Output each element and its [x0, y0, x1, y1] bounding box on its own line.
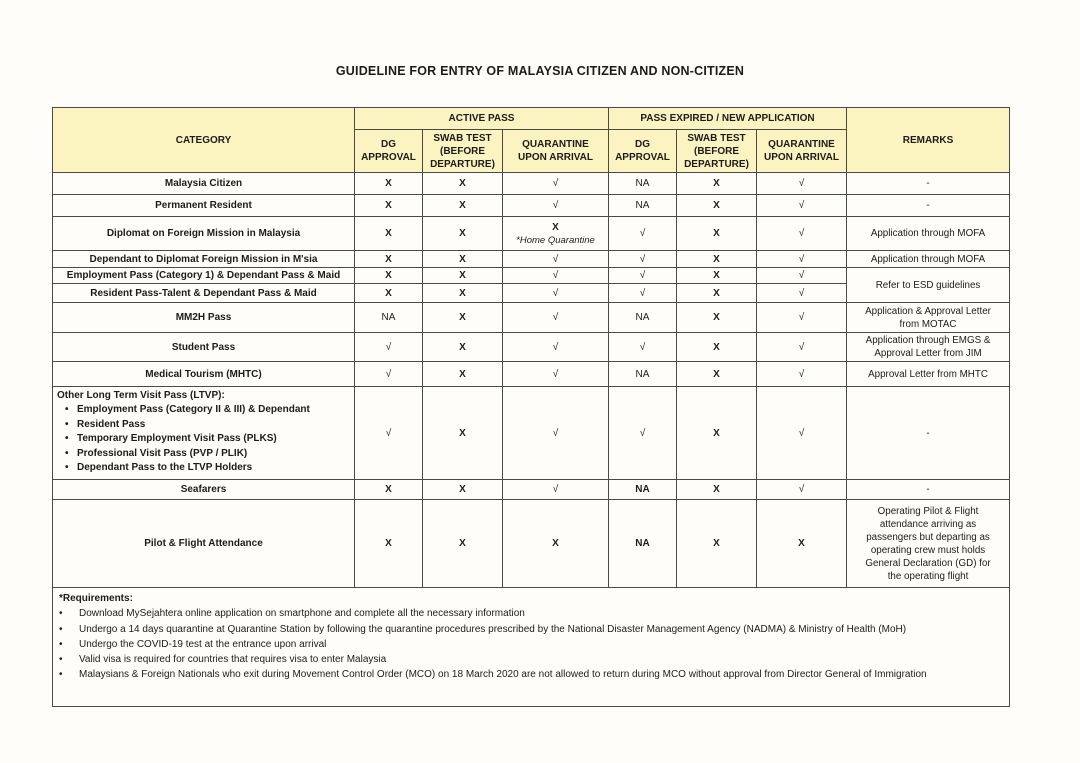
- table-row: [53, 217, 1010, 251]
- remarks-cell: -: [847, 195, 1010, 217]
- requirement-item: • Undergo a 14 days quarantine at Quarantine Station by following the quarantine procedures prescribed by the National Disaster Management Agency (NADMA) & Ministry of Health (MoH): [59, 623, 907, 635]
- expired-quarantine-cell: √: [757, 387, 847, 480]
- requirements-section: [53, 588, 1010, 707]
- active-dg-cell: X: [355, 284, 423, 303]
- expired-swab-cell: X: [677, 333, 757, 362]
- active-swab-cell: X: [423, 333, 503, 362]
- expired-swab-cell: X: [677, 217, 757, 251]
- requirements-title: *Requirements:: [59, 593, 133, 604]
- expired-dg-cell: √: [609, 217, 677, 251]
- category-cell: [53, 387, 355, 480]
- active-dg-cell: X: [355, 251, 423, 268]
- expired-quarantine-cell: √: [757, 284, 847, 303]
- ltvp-heading: Other Long Term Visit Pass (LTVP):: [57, 390, 225, 401]
- table-row: [53, 387, 1010, 480]
- active-quarantine-cell: √: [503, 284, 609, 303]
- expired-dg-cell: NA: [609, 500, 677, 588]
- active-swab-cell: X: [423, 217, 503, 251]
- expired-swab-cell: X: [677, 173, 757, 195]
- expired-swab-cell: X: [677, 251, 757, 268]
- expired-dg-cell: √: [609, 387, 677, 480]
- expired-dg-cell: NA: [609, 173, 677, 195]
- category-cell: Malaysia Citizen: [53, 173, 355, 195]
- category-cell: Permanent Resident: [53, 195, 355, 217]
- active-quarantine-cell: √: [503, 303, 609, 333]
- expired-quarantine-cell: √: [757, 217, 847, 251]
- category-cell: Diplomat on Foreign Mission in Malaysia: [53, 217, 355, 251]
- table-row: [53, 251, 1010, 268]
- active-swab-cell: X: [423, 195, 503, 217]
- active-dg-cell: X: [355, 195, 423, 217]
- expired-quarantine-cell: √: [757, 173, 847, 195]
- header-swab-test: SWAB TEST (BEFORE DEPARTURE): [677, 130, 757, 173]
- remarks-cell: -: [847, 480, 1010, 500]
- entry-guideline-table: [52, 107, 1010, 707]
- header-active-pass: ACTIVE PASS: [355, 108, 609, 130]
- table-row: [53, 333, 1010, 362]
- active-dg-cell: X: [355, 480, 423, 500]
- active-dg-cell: √: [355, 333, 423, 362]
- expired-quarantine-cell: √: [757, 268, 847, 284]
- expired-swab-cell: X: [677, 362, 757, 387]
- table-row: [53, 500, 1010, 588]
- active-swab-cell: X: [423, 387, 503, 480]
- expired-swab-cell: X: [677, 268, 757, 284]
- ltvp-item: • Resident Pass: [57, 418, 350, 432]
- active-quarantine-cell: √: [503, 268, 609, 284]
- category-cell: Dependant to Diplomat Foreign Mission in M'sia: [53, 251, 355, 268]
- category-cell: Employment Pass (Category 1) & Dependant Pass & Maid: [53, 268, 355, 284]
- expired-dg-cell: √: [609, 333, 677, 362]
- expired-quarantine-cell: √: [757, 362, 847, 387]
- requirement-item: • Undergo the COVID-19 test at the entrance upon arrival: [59, 638, 327, 650]
- expired-dg-cell: √: [609, 251, 677, 268]
- table-row: [53, 268, 1010, 284]
- header-remarks: REMARKS: [847, 108, 1010, 173]
- active-quarantine-cell: √: [503, 251, 609, 268]
- active-swab-cell: X: [423, 303, 503, 333]
- remarks-cell: Application through MOFA: [847, 251, 1010, 268]
- remarks-cell: Application through EMGS & Approval Letter from JIM: [847, 333, 1010, 362]
- table-header: [53, 108, 1010, 173]
- ltvp-item: • Employment Pass (Category II & III) & Dependant: [57, 403, 350, 417]
- category-cell: Student Pass: [53, 333, 355, 362]
- category-cell: Pilot & Flight Attendance: [53, 500, 355, 588]
- expired-dg-cell: NA: [609, 362, 677, 387]
- header-dg-approval: DG APPROVAL: [355, 130, 423, 173]
- active-quarantine-cell: √: [503, 333, 609, 362]
- expired-quarantine-cell: √: [757, 480, 847, 500]
- category-cell: Medical Tourism (MHTC): [53, 362, 355, 387]
- active-swab-cell: X: [423, 480, 503, 500]
- active-swab-cell: X: [423, 284, 503, 303]
- header-quarantine: QUARANTINE UPON ARRIVAL: [503, 130, 609, 173]
- requirement-item: • Valid visa is required for countries that requires visa to enter Malaysia: [59, 654, 387, 666]
- active-dg-cell: X: [355, 173, 423, 195]
- active-quarantine-cell: √: [503, 387, 609, 480]
- requirement-item: • Malaysians & Foreign Nationals who exit during Movement Control Order (MCO) on 18 March 2020 are not allowed to return during MCO without approval from Director General of Immigration: [59, 669, 927, 681]
- expired-quarantine-cell: X: [757, 500, 847, 588]
- active-dg-cell: √: [355, 362, 423, 387]
- remarks-cell: Approval Letter from MHTC: [847, 362, 1010, 387]
- active-quarantine-cell: √: [503, 195, 609, 217]
- home-quarantine-note: *Home Quarantine: [516, 234, 595, 246]
- expired-quarantine-cell: √: [757, 333, 847, 362]
- active-swab-cell: X: [423, 268, 503, 284]
- header-category: CATEGORY: [53, 108, 355, 173]
- category-cell: Resident Pass-Talent & Dependant Pass & Maid: [53, 284, 355, 303]
- remarks-cell: -: [847, 387, 1010, 480]
- remarks-cell: Application through MOFA: [847, 217, 1010, 251]
- remarks-cell: Application & Approval Letter from MOTAC: [847, 303, 1010, 333]
- expired-dg-cell: √: [609, 284, 677, 303]
- expired-dg-cell: NA: [609, 303, 677, 333]
- expired-swab-cell: X: [677, 303, 757, 333]
- active-swab-cell: X: [423, 173, 503, 195]
- category-cell: MM2H Pass: [53, 303, 355, 333]
- header-swab-test: SWAB TEST (BEFORE DEPARTURE): [423, 130, 503, 173]
- active-quarantine-cell: √: [503, 173, 609, 195]
- active-swab-cell: X: [423, 251, 503, 268]
- expired-swab-cell: X: [677, 195, 757, 217]
- requirements-cell: [53, 588, 1010, 707]
- expired-dg-cell: NA: [609, 480, 677, 500]
- remarks-cell: -: [847, 173, 1010, 195]
- active-quarantine-cell: √: [503, 480, 609, 500]
- active-dg-cell: X: [355, 268, 423, 284]
- header-dg-approval: DG APPROVAL: [609, 130, 677, 173]
- ltvp-item: • Temporary Employment Visit Pass (PLKS): [57, 432, 350, 446]
- requirement-item: • Download MySejahtera online application on smartphone and complete all the necessary information: [59, 608, 525, 620]
- active-swab-cell: X: [423, 362, 503, 387]
- active-dg-cell: X: [355, 500, 423, 588]
- remarks-cell: Operating Pilot & Flight attendance arriving as passengers but departing as operating crew must holds General Declaration (GD) for the operating flight: [847, 500, 1010, 588]
- table-row: [53, 303, 1010, 333]
- active-dg-cell: X: [355, 217, 423, 251]
- table-row: [53, 362, 1010, 387]
- expired-swab-cell: X: [677, 387, 757, 480]
- remarks-cell: Refer to ESD guidelines: [847, 268, 1010, 303]
- expired-dg-cell: √: [609, 268, 677, 284]
- expired-quarantine-cell: √: [757, 195, 847, 217]
- document-title: GUIDELINE FOR ENTRY OF MALAYSIA CITIZEN AND NON-CITIZEN: [335, 64, 745, 78]
- expired-swab-cell: X: [677, 480, 757, 500]
- table-row: [53, 173, 1010, 195]
- expired-dg-cell: NA: [609, 195, 677, 217]
- active-quarantine-cell: X: [503, 500, 609, 588]
- expired-swab-cell: X: [677, 500, 757, 588]
- table-row: [53, 195, 1010, 217]
- header-quarantine: QUARANTINE UPON ARRIVAL: [757, 130, 847, 173]
- expired-quarantine-cell: √: [757, 251, 847, 268]
- ltvp-item: • Professional Visit Pass (PVP / PLIK): [57, 447, 350, 461]
- header-expired-pass: PASS EXPIRED / NEW APPLICATION: [609, 108, 847, 130]
- expired-swab-cell: X: [677, 284, 757, 303]
- ltvp-item: • Dependant Pass to the LTVP Holders: [57, 461, 350, 475]
- active-dg-cell: √: [355, 387, 423, 480]
- active-quarantine-cell: X *Home Quarantine: [503, 217, 609, 251]
- category-cell: Seafarers: [53, 480, 355, 500]
- active-swab-cell: X: [423, 500, 503, 588]
- active-quarantine-cell: √: [503, 362, 609, 387]
- active-dg-cell: NA: [355, 303, 423, 333]
- expired-quarantine-cell: √: [757, 303, 847, 333]
- table-row: [53, 480, 1010, 500]
